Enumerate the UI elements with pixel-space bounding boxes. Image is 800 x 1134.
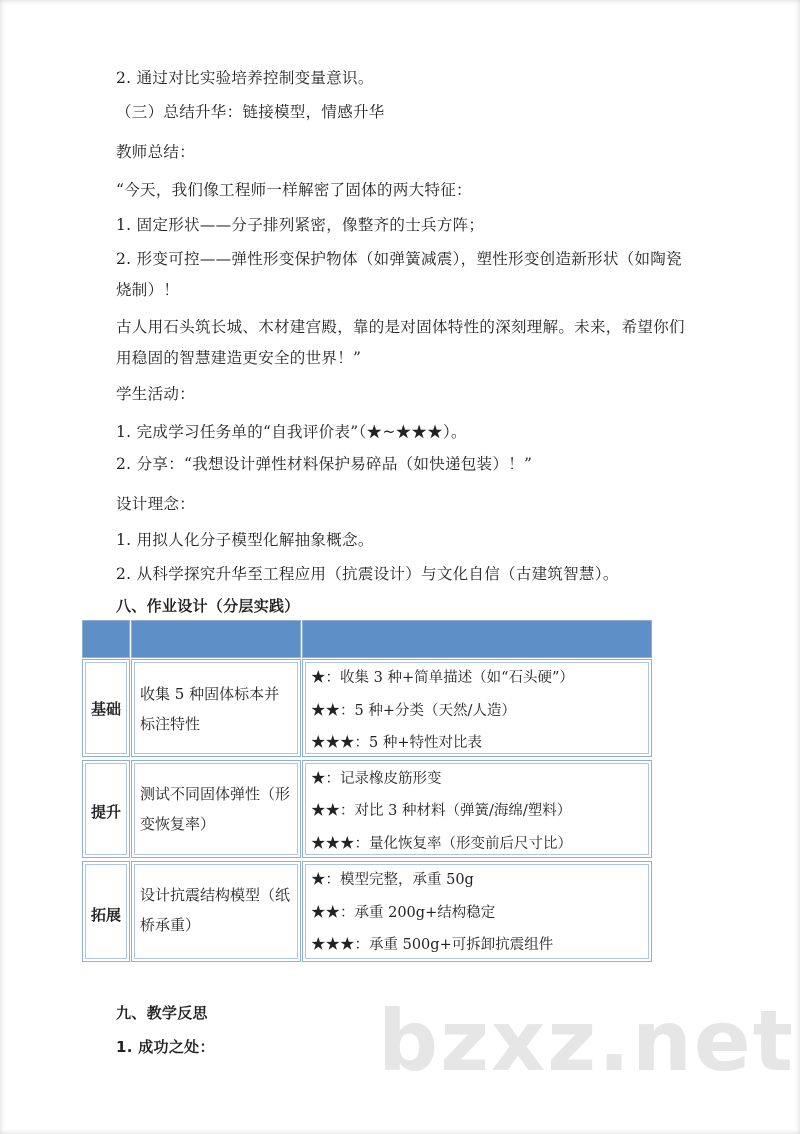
criteria-cell (302, 861, 652, 962)
paragraph: 2. 形变可控——弹性形变保护物体（如弹簧减震），塑性形变创造新形状（如陶瓷 (116, 250, 682, 268)
paragraph: 2. 通过对比实验培养控制变量意识。 (116, 69, 374, 87)
level-label: 提升 (90, 803, 121, 821)
section-heading: 八、作业设计（分层实践） (116, 597, 300, 615)
paragraph: 2. 分享：“我想设计弹性材料保护易碎品（如快递包装）！” (116, 455, 533, 473)
criterion: ★★：5 种+分类（天然/人造） (311, 703, 516, 719)
subsection-heading: 1. 成功之处： (116, 1038, 215, 1056)
header-cell (302, 620, 652, 658)
level-label: 拓展 (90, 906, 121, 924)
paragraph: 学生活动： (116, 385, 196, 403)
section-subheading: （三）总结升华：链接模型，情感升华 (116, 103, 385, 121)
section-heading: 九、教学反思 (116, 1004, 208, 1022)
paragraph: 古人用石头筑长城、木材建宫殿，靠的是对固体特性的深刻理解。未来，希望你们 (116, 318, 685, 336)
header-cell (131, 620, 301, 658)
paragraph: 1. 完成学习任务单的“自我评价表”（★~★★★）。 (116, 423, 467, 441)
paragraph: “今天，我们像工程师一样解密了固体的两大特征： (116, 181, 472, 199)
table-row (82, 861, 652, 962)
paragraph: 1. 用拟人化分子模型化解抽象概念。 (116, 531, 374, 549)
paragraph: 用稳固的智慧建造更安全的世界！” (116, 349, 362, 367)
level-cell (82, 861, 130, 962)
paragraph: 1. 固定形状——分子排列紧密，像整齐的士兵方阵； (116, 216, 485, 234)
paragraph: 教师总结： (116, 143, 196, 161)
table-row (82, 659, 652, 757)
task-cell (131, 861, 301, 962)
watermark: bzxz.net (378, 992, 795, 1090)
criterion: ★★★：承重 500g+可拆卸抗震组件 (311, 937, 554, 953)
criterion: ★★★：量化恢复率（形变前后尺寸比） (311, 836, 572, 852)
level-cell (82, 659, 130, 757)
criteria-cell (302, 760, 652, 858)
paragraph: 2. 从科学探究升华至工程应用（抗震设计）与文化自信（古建筑智慧）。 (116, 565, 619, 583)
criterion: ★★：对比 3 种材料（弹簧/海绵/塑料） (311, 803, 572, 819)
criterion: ★★★：5 种+特性对比表 (311, 735, 482, 751)
paragraph: 设计理念： (116, 495, 196, 513)
task-cell (131, 760, 301, 858)
header-cell (82, 620, 130, 658)
criterion: ★★：承重 200g+结构稳定 (311, 905, 496, 921)
criterion: ★：记录橡皮筋形变 (311, 771, 442, 787)
table-header (82, 620, 652, 658)
level-cell (82, 760, 130, 858)
table-row (82, 760, 652, 858)
criterion: ★：模型完整，承重 50g (311, 872, 474, 888)
criterion: ★：收集 3 种+简单描述（如“石头硬”） (311, 670, 574, 686)
task-text: 设计抗震结构模型（纸桥承重） (140, 886, 291, 934)
task-text: 收集 5 种固体标本并标注特性 (140, 685, 280, 733)
task-cell (131, 659, 301, 757)
level-label: 基础 (90, 700, 121, 718)
task-text: 测试不同固体弹性（形变恢复率） (140, 785, 291, 833)
paragraph: 烧制）！ (116, 281, 180, 299)
criteria-cell (302, 659, 652, 757)
